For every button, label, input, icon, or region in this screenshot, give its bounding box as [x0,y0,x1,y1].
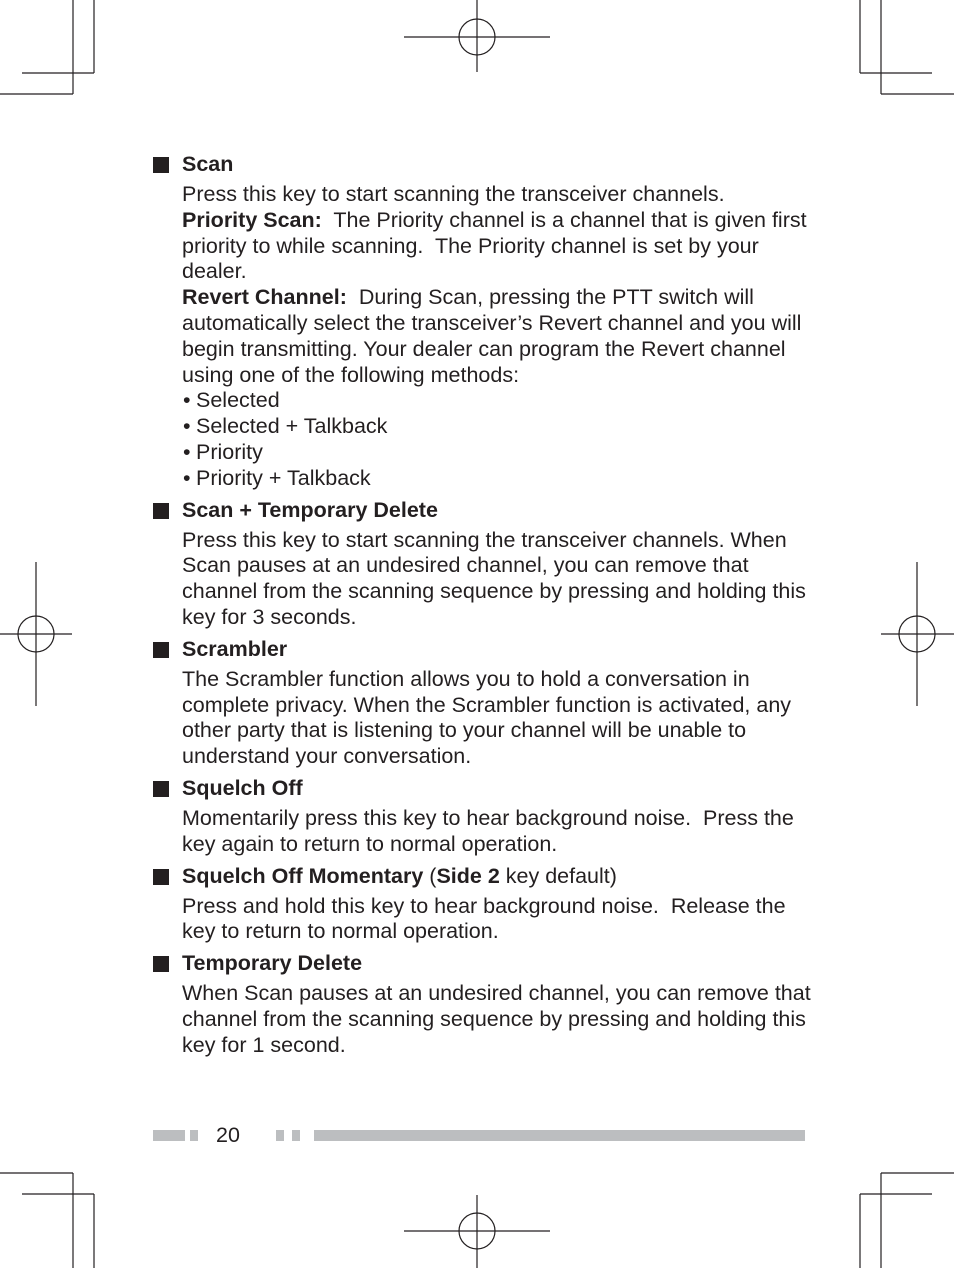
term-label: Revert Channel: [182,285,347,310]
bullet-dot-icon: • [183,439,191,464]
footer-bar-left-small [190,1130,198,1141]
square-bullet-icon [153,956,169,972]
section-heading: Temporary Delete [153,950,813,976]
square-bullet-icon [153,869,169,885]
list-item: • Selected [183,388,280,413]
paragraph: Revert Channel: During Scan, pressing the PTT switch will automatically select the transceiver’s Revert channel and you will begin transmitting. Your dealer can program the Revert channel using one of the following methods: [182,285,808,387]
section-body [182,182,813,492]
paragraph: When Scan pauses at an undesired channel, you can remove that channel from the scanning sequence by pressing and holding this key for 1 second. [182,981,811,1057]
bullet-dot-icon: • [183,465,191,490]
bullet-dot-icon: • [183,414,191,439]
bullet-dot-icon: • [183,388,191,413]
section-heading: Squelch Off Momentary (Side 2 key default) [153,863,813,889]
section-heading: Scan [153,151,813,177]
paragraph: Momentarily press this key to hear background noise. Press the key again to return to normal operation. [182,805,800,856]
footer-bar-right [314,1130,805,1141]
section-scrambler [153,636,813,770]
footer-bar-left [153,1130,185,1141]
section-squelch-off [153,775,813,858]
list-item: • Priority [183,439,263,464]
footer-bar-right-small [276,1130,284,1141]
list-item: • Priority + Talkback [183,465,371,490]
list-item: • Selected + Talkback [183,414,388,439]
section-body [182,894,813,946]
key-name: Side 2 [436,863,500,888]
square-bullet-icon [153,781,169,797]
paragraph: Press and hold this key to hear background noise. Release the key to return to normal operation. [182,893,792,944]
page-number: 20 [216,1123,240,1147]
section-heading: Scan + Temporary Delete [153,497,813,523]
section-heading: Squelch Off [153,775,813,801]
revert-methods-list [182,388,813,491]
term-label: Priority Scan: [182,207,322,232]
section-body [182,806,813,858]
section-scan [153,151,813,492]
paragraph: Priority Scan: The Priority channel is a channel that is given first priority to while scanning. The Priority channel is set by your dealer. [182,207,813,284]
square-bullet-icon [153,157,169,173]
paragraph: Press this key to start scanning the transceiver channels. When Scan pauses at an undesired channel, you can remove that channel from the scanning sequence by pressing and holding this key for 3 seconds. [182,527,806,629]
page-footer [153,1122,805,1148]
document-body [153,151,813,1064]
section-squelch-off-momentary [153,863,813,946]
section-temporary-delete [153,950,813,1058]
paragraph: The Scrambler function allows you to hold a conversation in complete privacy. When the Scrambler function is activated, any other party that is listening to your channel will be unable to understand your conversation. [182,666,792,769]
footer-bar-right-small [292,1130,300,1141]
section-scan-temporary-delete [153,497,813,631]
square-bullet-icon [153,503,169,519]
section-body [182,667,813,770]
square-bullet-icon [153,642,169,658]
paragraph: Press this key to start scanning the transceiver channels. [182,182,725,206]
section-heading: Scrambler [153,636,813,662]
section-body [182,528,813,631]
section-body [182,981,813,1058]
